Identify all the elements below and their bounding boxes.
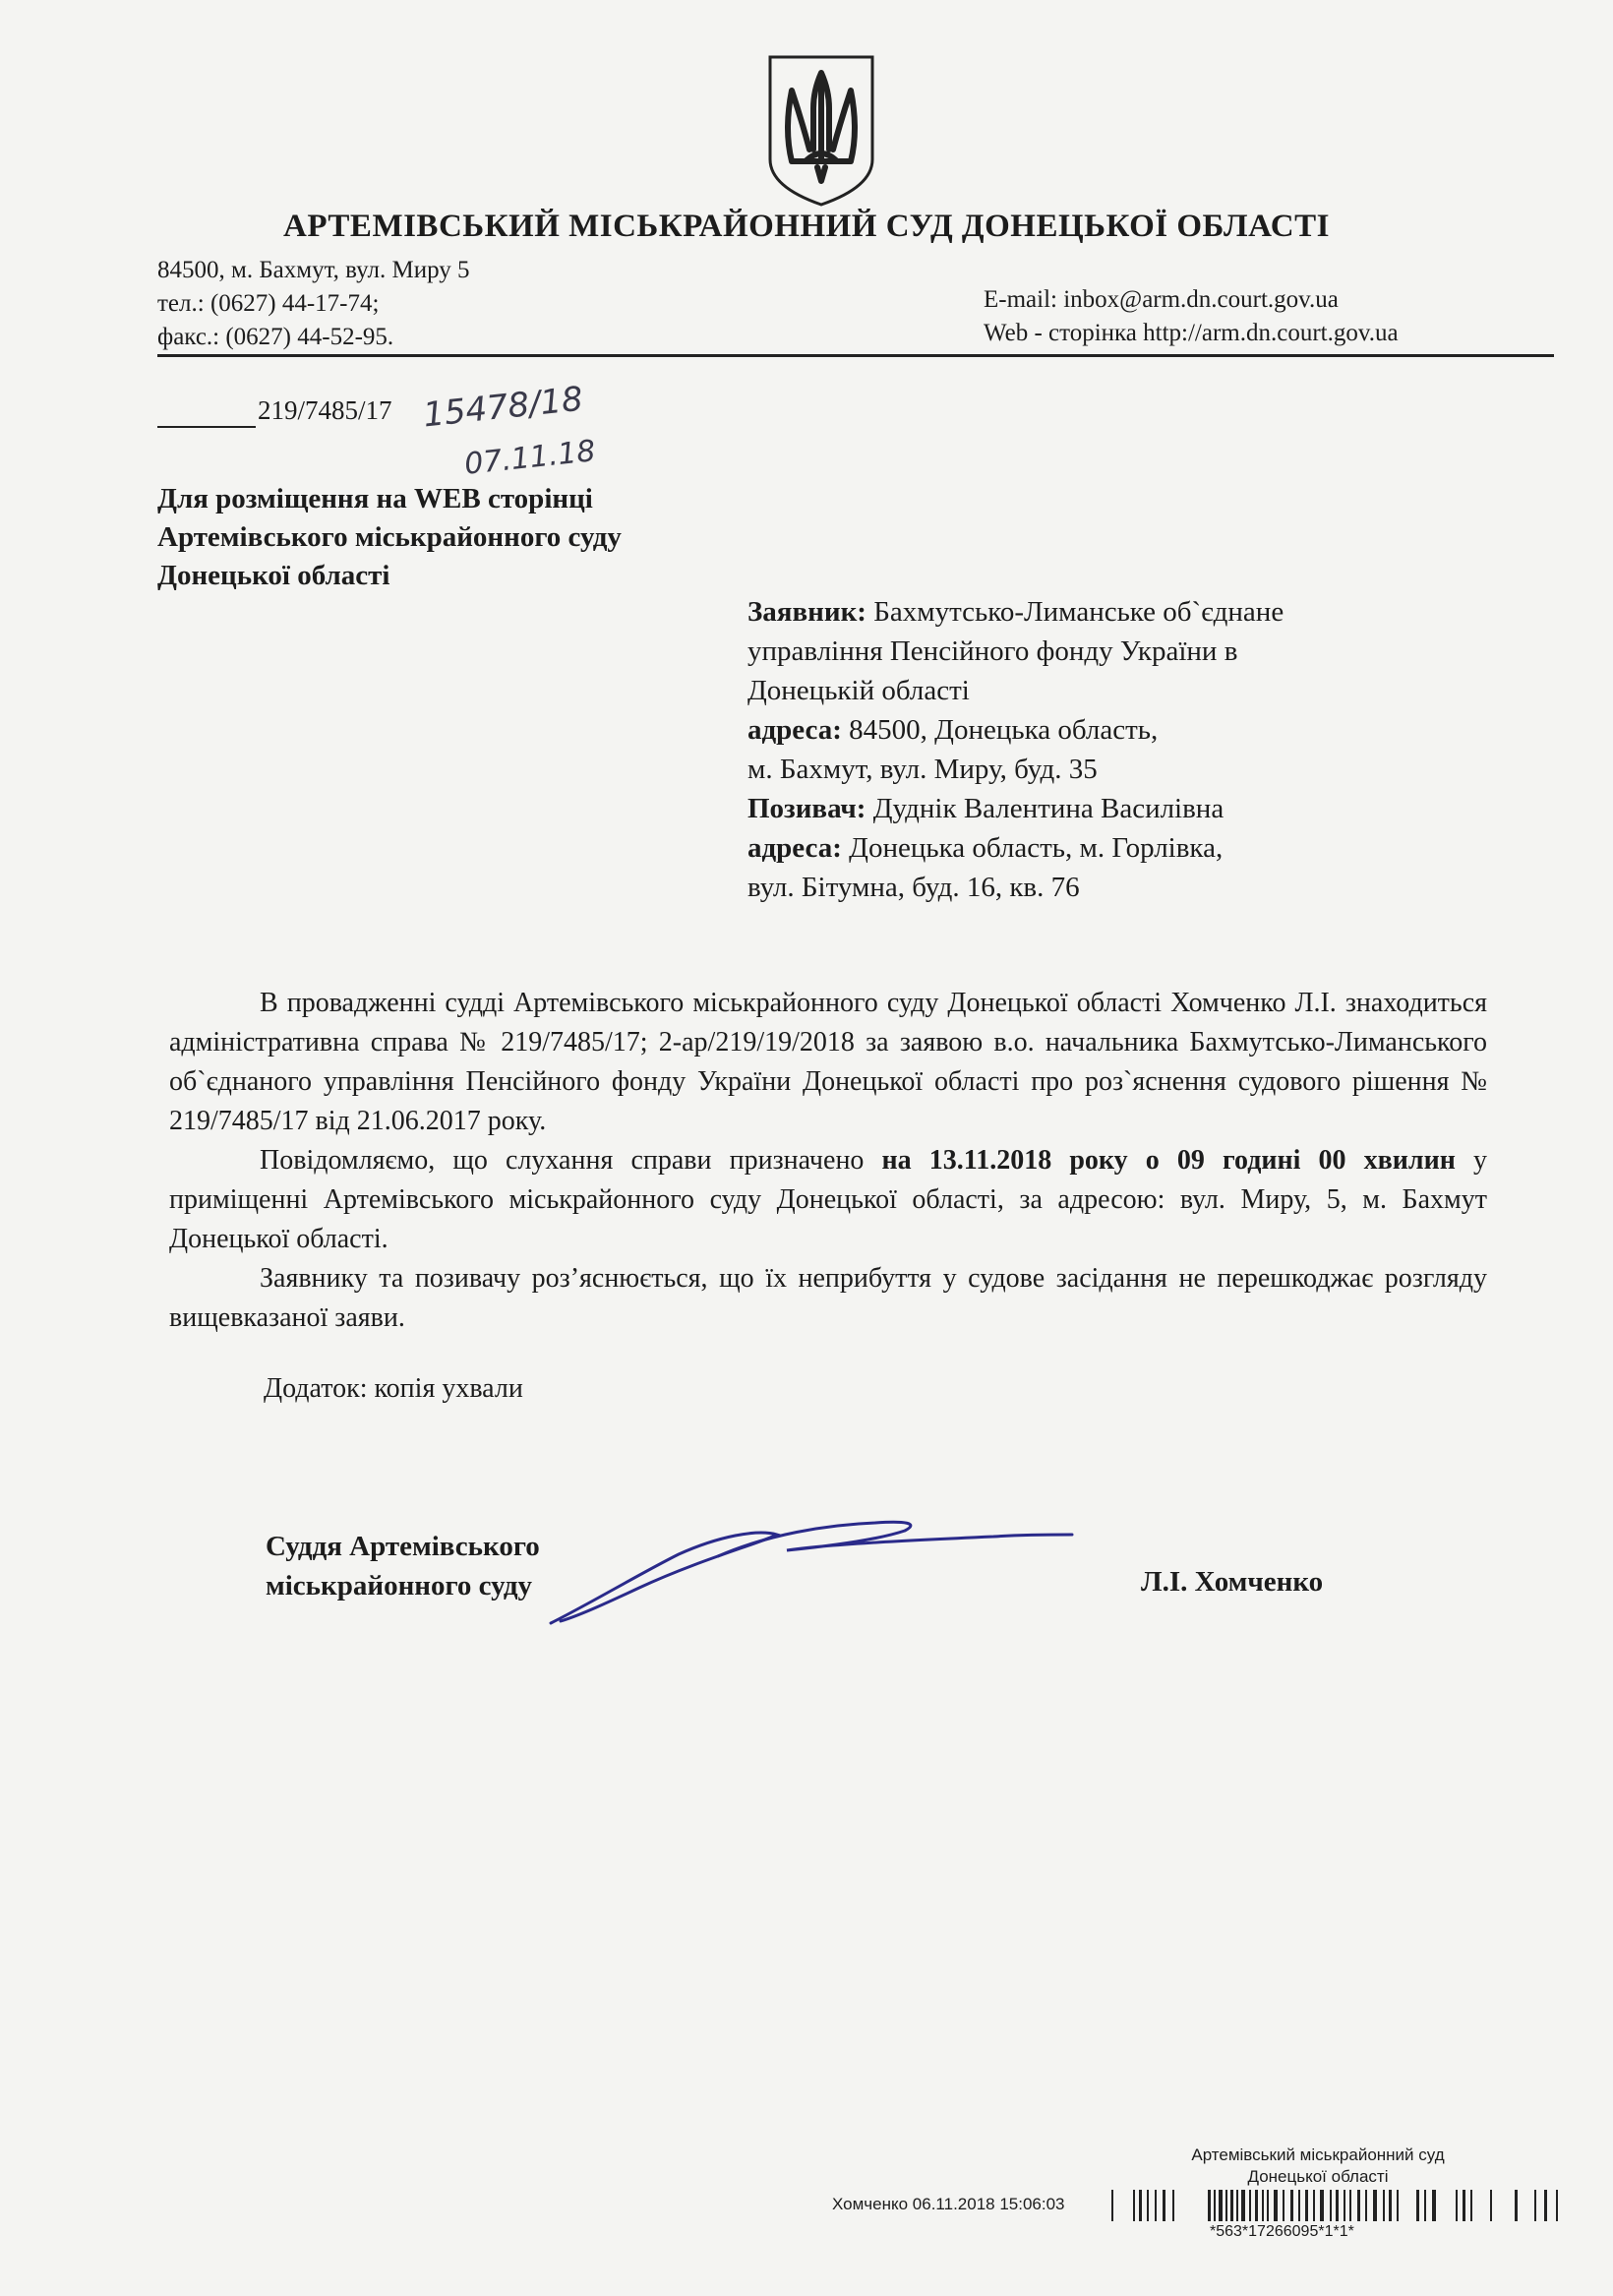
parties-block — [747, 592, 1284, 907]
applicant-name: Бахмутсько-Лиманське об`єднане — [866, 596, 1284, 628]
handwritten-reg-date: 07.11.18 — [462, 434, 598, 482]
applicant-address-cont: м. Бахмут, вул. Миру, буд. 35 — [747, 754, 1098, 785]
signer-title-line: Суддя Артемівського — [266, 1531, 540, 1562]
header-divider — [157, 354, 1554, 357]
signer-title-line: міськрайонного суду — [266, 1570, 533, 1601]
signer-name: Л.І. Хомченко — [1141, 1566, 1324, 1598]
web-note-line: Донецької області — [157, 560, 390, 591]
court-email: E-mail: inbox@arm.dn.court.gov.ua — [984, 286, 1339, 313]
handwritten-signature — [531, 1505, 1082, 1633]
court-fax: факс.: (0627) 44-52-95. — [157, 324, 394, 350]
court-title: АРТЕМІВСЬКИЙ МІСЬКРАЙОННИЙ СУД ДОНЕЦЬКОЇ ОБЛАСТІ — [283, 209, 1330, 244]
court-contacts-left — [157, 254, 470, 354]
barcode-text: *563*17266095*1*1* — [1210, 2223, 1354, 2240]
stamp-court-line: Донецької області — [1247, 2167, 1389, 2186]
body-paragraph: В провадженні судді Артемівського міськрайонного суду Донецької області Хомченко Л.І. знаходиться адміністративна справа № 219/7485/17; 2-ар/219/19/2018 за заявою в.о. начальника Бахмутсько-Лиманського об`єднаного управління Пенсійного фонду України Донецької області про роз`яснення судового рішення № 219/7485/17 від 21.06.2017 року. — [169, 988, 1487, 1136]
applicant-address: 84500, Донецька область, — [841, 714, 1159, 746]
court-phone: тел.: (0627) 44-17-74; — [157, 290, 380, 317]
attachment-note: Додаток: копія ухвали — [264, 1373, 523, 1404]
stamp-court-line: Артемівський міськрайонний суд — [1191, 2145, 1445, 2164]
hearing-datetime: на 13.11.2018 року о 09 годині 00 хвилин — [881, 1145, 1456, 1176]
outgoing-number-value: 219/7485/17 — [258, 395, 392, 425]
plaintiff-label: Позивач: — [747, 793, 866, 824]
body-paragraph: Заявнику та позивачу роз’яснюється, що їх неприбуття у судове засідання не перешкоджає розгляду вищевказаної заяви. — [169, 1263, 1487, 1333]
plaintiff-address-label: адреса: — [747, 832, 842, 864]
barcode — [1111, 2190, 1574, 2221]
applicant-name-cont: управління Пенсійного фонду України в — [747, 635, 1238, 667]
letter-body — [169, 984, 1487, 1338]
e-stamp-signer: Хомченко 06.11.2018 15:06:03 — [832, 2195, 1065, 2213]
web-publication-note — [157, 480, 622, 595]
court-contacts-right — [984, 283, 1399, 350]
hearing-location: у приміщенні Артемівського міськрайонного суду Донецької області, за адресою: вул. Миру, 5, м. Бахмут Донецької області. — [169, 1145, 1488, 1254]
number-blank-line — [157, 395, 256, 428]
web-note-line: Для розміщення на WEB сторінці — [157, 483, 593, 514]
plaintiff-address-cont: вул. Бітумна, буд. 16, кв. 76 — [747, 872, 1080, 903]
signer-title — [266, 1527, 540, 1605]
applicant-label: Заявник: — [747, 596, 866, 628]
coat-of-arms-icon — [762, 51, 880, 209]
e-stamp-court — [1111, 2145, 1524, 2188]
court-address: 84500, м. Бахмут, вул. Миру 5 — [157, 257, 470, 283]
applicant-name-cont: Донецькій області — [747, 675, 970, 706]
court-web: Web - сторінка http://arm.dn.court.gov.ua — [984, 320, 1399, 346]
outgoing-number — [157, 395, 392, 428]
web-note-line: Артемівського міськрайонного суду — [157, 521, 622, 553]
applicant-address-label: адреса: — [747, 714, 842, 746]
plaintiff-name: Дуднік Валентина Василівна — [866, 793, 1225, 824]
body-paragraph — [169, 1141, 1487, 1259]
plaintiff-address: Донецька область, м. Горлівка, — [841, 832, 1224, 864]
hearing-intro: Повідомляємо, що слухання справи призначено — [260, 1145, 882, 1176]
handwritten-reg-number: 15478/18 — [421, 379, 585, 436]
